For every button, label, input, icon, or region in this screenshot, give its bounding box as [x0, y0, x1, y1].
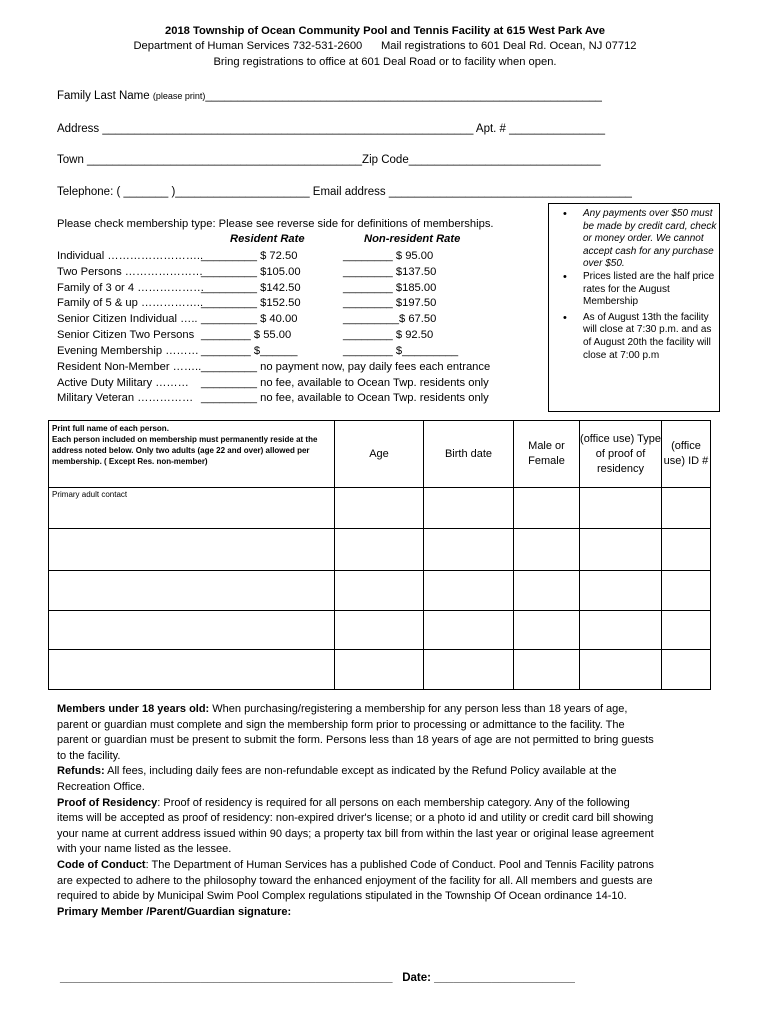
membership-type-label: Senior Citizen Individual ….. — [57, 313, 198, 325]
age-cell[interactable] — [335, 570, 424, 610]
membership-type-label: Individual …………………….. — [57, 250, 204, 262]
policy-text — [57, 702, 657, 920]
sex-cell[interactable] — [514, 650, 580, 690]
table-row[interactable] — [49, 488, 711, 529]
instructions-cell — [49, 421, 335, 488]
membership-type-label: Resident Non-Member …….. — [57, 361, 202, 373]
id-cell[interactable] — [662, 529, 711, 571]
birth-cell[interactable] — [424, 610, 514, 650]
membership-type-label: Family of 5 & up …………….. — [57, 297, 204, 309]
resident-rate-field[interactable]: ________ $ 55.00 — [201, 329, 292, 341]
birth-cell[interactable] — [424, 650, 514, 690]
membership-type-label: Two Persons ………………… — [57, 266, 204, 278]
refunds-paragraph — [57, 764, 657, 795]
members-table — [48, 420, 711, 690]
nonresident-rate-field[interactable]: _________$ 67.50 — [343, 313, 437, 325]
address-field[interactable]: Address __________________________________________________________ Apt. # _______________ — [57, 123, 606, 135]
department-phone: Department of Human Services 732-531-2600 — [133, 40, 363, 52]
membership-intro: Please check membership type: Please see reverse side for definitions of memberships. — [57, 218, 494, 230]
minors-heading: Members under 18 years old: — [57, 703, 210, 715]
name-cell[interactable] — [49, 570, 335, 610]
nonresident-rate-field[interactable]: ________ $197.50 — [343, 297, 437, 309]
proof-cell[interactable] — [580, 488, 662, 529]
please-print-note: (please print) — [152, 91, 206, 101]
age-cell[interactable] — [335, 610, 424, 650]
name-cell[interactable] — [49, 650, 335, 690]
table-row[interactable] — [49, 650, 711, 690]
resident-rate-field[interactable]: _________ $105.00 — [201, 266, 301, 278]
proof-heading: Proof of Residency — [57, 796, 158, 809]
table-row[interactable] — [49, 529, 711, 571]
proof-cell[interactable] — [580, 570, 662, 610]
nonresident-rate-field[interactable]: ________ $137.50 — [343, 266, 437, 278]
sex-cell[interactable] — [514, 529, 580, 571]
bring-instructions: Bring registrations to office at 601 Deal Road or to facility when open. — [213, 56, 557, 68]
note-payments: • Any payments over $50 must be made by credit card, check or money order. We cannot accept cash for any purchase over $50. — [549, 208, 719, 271]
instructions-text: Print full name of each person. Each person included on membership must permanently reside at the address noted below. Only two adults (age 22 and over) allowed per membership. ( Except Res. non-member) — [52, 424, 318, 466]
membership-option-field[interactable]: _________ no payment now, pay daily fees each entrance — [201, 361, 491, 373]
resident-rate-field[interactable]: _________ $ 72.50 — [201, 250, 298, 262]
conduct-text: : The Department of Human Services has a published Code of Conduct. Pool and Tennis Facility patrons are expected to adhere to the philosophy toward the enhanced enjoyment of the facility for all. All members and guests are required to abide by Municipal Swim Pool Complex regulations stipulated in the Township Of Ocean ordinance 14-10. — [57, 858, 654, 903]
membership-option-field[interactable]: _________ no fee, available to Ocean Twp. residents only — [201, 392, 489, 404]
sex-header: Male or Female — [514, 421, 580, 488]
family-name-label: Family Last Name — [57, 90, 150, 102]
resident-rate-field[interactable]: _________ $142.50 — [201, 282, 301, 294]
note-half-price: • Prices listed are the half price rates for the August Membership — [549, 271, 719, 309]
membership-type-label: Evening Membership ……… — [57, 345, 199, 357]
resident-rate-heading: Resident Rate — [230, 233, 305, 245]
signature-line-row[interactable] — [60, 972, 575, 984]
proof-text: : Proof of residency is required for all persons on each membership category. Any of the following items will be accepted as proof of residency: non-expired driver's license; or a photo id and utility or credit card bill showing your name at current address issued within 90 days; a property tax bill from within the last year or original lease agreement with your name listed as the lessee. — [57, 796, 654, 856]
membership-type-label: Active Duty Military ……… — [57, 377, 189, 389]
proof-header: (office use) Type of proof of residency — [580, 421, 662, 488]
nonresident-rate-field[interactable]: ________ $ 92.50 — [343, 329, 434, 341]
membership-type-label: Senior Citizen Two Persons — [57, 329, 195, 341]
age-cell[interactable] — [335, 529, 424, 571]
id-cell[interactable] — [662, 650, 711, 690]
signature-line[interactable]: ____________________________________________________ — [60, 972, 393, 984]
id-cell[interactable] — [662, 610, 711, 650]
table-row[interactable] — [49, 610, 711, 650]
id-header: (office use) ID # — [662, 421, 711, 488]
age-cell[interactable] — [335, 650, 424, 690]
proof-cell[interactable] — [580, 529, 662, 571]
refunds-text: All fees, including daily fees are non-refundable except as indicated by the Refund Policy available at the Recreation Office. — [57, 765, 617, 793]
minors-text: When purchasing/registering a membership for any person less than 18 years of age, parent or guardian must complete and sign the membership form prior to processing or admittance to the facility. The parent or guardian must be present to submit the form. Persons less than 18 years of age are not permitted to bring guests to the facility. — [57, 703, 654, 762]
primary-contact-cell[interactable]: Primary adult contact — [49, 488, 335, 529]
note-closing-times: • As of August 13th the facility will close at 7:30 p.m. and as of August 20th the facility will close at 7:00 p.m — [549, 312, 719, 362]
id-cell[interactable] — [662, 570, 711, 610]
table-row[interactable] — [49, 570, 711, 610]
name-cell[interactable] — [49, 610, 335, 650]
birth-date-header: Birth date — [424, 421, 514, 488]
membership-type-label: Family of 3 or 4 ……………… — [57, 282, 205, 294]
age-cell[interactable] — [335, 488, 424, 529]
town-zip-field[interactable]: Town ___________________________________________Zip Code______________________________ — [57, 154, 601, 166]
proof-cell[interactable] — [580, 650, 662, 690]
payment-notes-box — [548, 203, 720, 412]
age-header: Age — [335, 421, 424, 488]
nonresident-rate-heading: Non-resident Rate — [364, 233, 461, 245]
conduct-heading: Code of Conduct — [57, 858, 146, 871]
contact-line — [0, 39, 770, 54]
membership-type-label: Military Veteran …………… — [57, 392, 194, 404]
birth-cell[interactable] — [424, 570, 514, 610]
mail-address: Mail registrations to 601 Deal Rd. Ocean, NJ 07712 — [380, 40, 637, 52]
signature-heading: Primary Member /Parent/Guardian signature: — [57, 905, 292, 918]
nonresident-rate-field[interactable]: ________ $ 95.00 — [343, 250, 434, 262]
phone-email-field[interactable]: Telephone: ( _______ )_____________________ Email address ______________________________________ — [57, 186, 632, 198]
resident-rate-field[interactable]: ________ $______ — [201, 345, 298, 357]
membership-option-field[interactable]: _________ no fee, available to Ocean Twp. residents only — [201, 377, 489, 389]
birth-cell[interactable] — [424, 529, 514, 571]
sex-cell[interactable] — [514, 610, 580, 650]
conduct-paragraph — [57, 858, 657, 905]
minors-paragraph — [57, 702, 657, 764]
proof-cell[interactable] — [580, 610, 662, 650]
family-name-field[interactable] — [57, 89, 602, 104]
nonresident-rate-field[interactable]: ________ $_________ — [343, 345, 459, 357]
nonresident-rate-field[interactable]: ________ $185.00 — [343, 282, 437, 294]
proof-paragraph — [57, 796, 657, 858]
date-field[interactable]: Date: ______________________ — [402, 972, 575, 984]
signature-heading-paragraph — [57, 905, 657, 921]
family-name-line: ______________________________________________________________ — [205, 90, 602, 102]
resident-rate-field[interactable]: _________ $ 40.00 — [201, 313, 298, 325]
table-header-row — [49, 421, 711, 488]
birth-cell[interactable] — [424, 488, 514, 529]
sex-cell[interactable] — [514, 570, 580, 610]
form-title: 2018 Township of Ocean Community Pool and Tennis Facility at 615 West Park Ave — [165, 25, 605, 37]
id-cell[interactable] — [662, 488, 711, 529]
refunds-heading: Refunds: — [57, 765, 105, 778]
sex-cell[interactable] — [514, 488, 580, 529]
name-cell[interactable] — [49, 529, 335, 571]
resident-rate-field[interactable]: _________ $152.50 — [201, 297, 301, 309]
